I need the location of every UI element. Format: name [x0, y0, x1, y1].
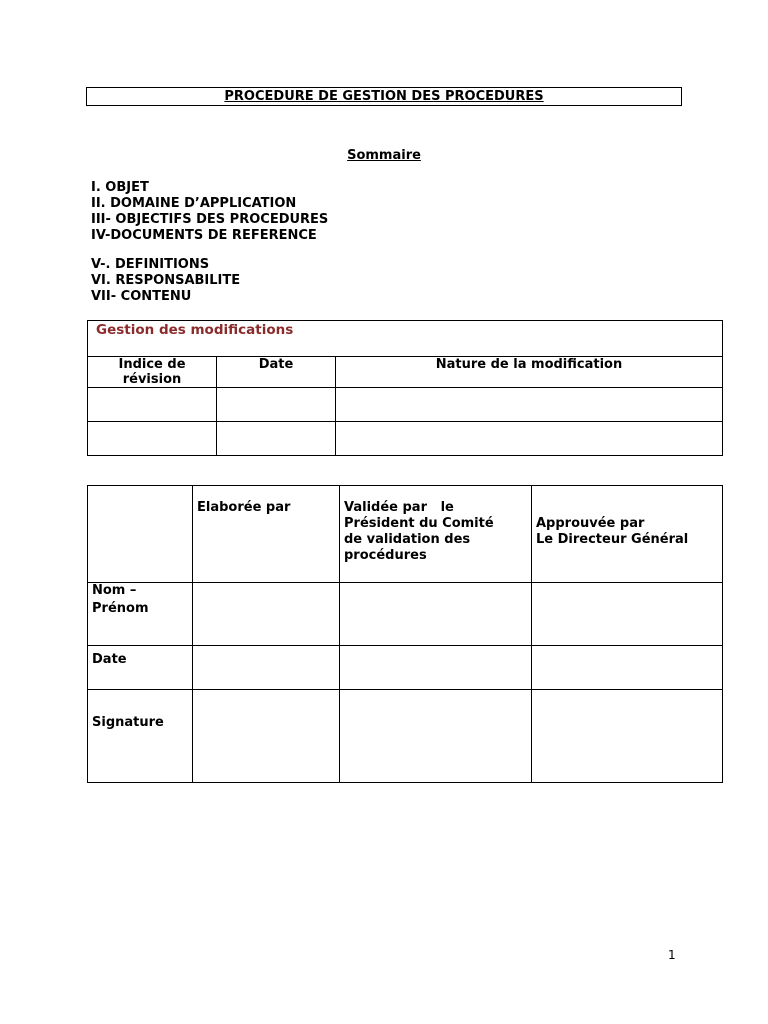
table-row	[88, 646, 723, 690]
table-row	[88, 583, 723, 646]
modifications-heading: Gestion des modifications	[88, 321, 723, 357]
column-header-indice-line2: révision	[122, 372, 182, 387]
table-cell[interactable]	[88, 388, 217, 422]
toc-spacer	[91, 244, 328, 257]
approuvee-line: Le Directeur Général	[536, 532, 689, 547]
table-cell[interactable]	[336, 388, 723, 422]
table-cell[interactable]	[340, 583, 532, 646]
table-cell[interactable]	[532, 646, 723, 690]
column-header-elaboree: Elaborée par	[193, 486, 340, 583]
table-row	[88, 388, 723, 422]
validee-line: Président du Comité	[344, 516, 494, 531]
validee-line: Validée par le	[344, 500, 454, 515]
table-row	[88, 422, 723, 456]
toc-item: IV-DOCUMENTS DE REFERENCE	[91, 228, 317, 243]
column-header-approuvee	[532, 486, 723, 583]
table-cell[interactable]	[88, 422, 217, 456]
table-row	[88, 690, 723, 783]
table-cell[interactable]	[336, 422, 723, 456]
table-of-contents	[91, 180, 328, 305]
document-title: PROCEDURE DE GESTION DES PROCEDURES	[86, 87, 682, 106]
toc-item: V-. DEFINITIONS	[91, 257, 210, 272]
column-header-validee	[340, 486, 532, 583]
table-cell[interactable]	[193, 646, 340, 690]
page-number: 1	[668, 948, 676, 962]
column-header-date: Date	[217, 357, 336, 388]
table-cell[interactable]	[217, 422, 336, 456]
toc-item: II. DOMAINE D’APPLICATION	[91, 196, 297, 211]
table-cell[interactable]	[193, 583, 340, 646]
row-header-signature: Signature	[88, 690, 193, 783]
toc-item: VII- CONTENU	[91, 289, 192, 304]
column-header-indice	[88, 357, 217, 388]
row-header-nom-line2: Prénom	[92, 601, 149, 616]
table-cell[interactable]	[340, 690, 532, 783]
validee-line: de validation des	[344, 532, 471, 547]
table-cell[interactable]	[193, 690, 340, 783]
table-cell	[88, 486, 193, 583]
table-cell[interactable]	[532, 583, 723, 646]
toc-item: I. OBJET	[91, 180, 149, 195]
row-header-nom-line1: Nom –	[92, 583, 137, 598]
signatures-table	[87, 485, 723, 783]
sommaire-heading: Sommaire	[347, 148, 421, 163]
table-cell[interactable]	[340, 646, 532, 690]
table-cell[interactable]	[217, 388, 336, 422]
row-header-date: Date	[88, 646, 193, 690]
row-header-nom	[88, 583, 193, 646]
table-cell[interactable]	[532, 690, 723, 783]
validee-line: procédures	[344, 548, 427, 563]
column-header-nature: Nature de la modification	[336, 357, 723, 388]
toc-item: III- OBJECTIFS DES PROCEDURES	[91, 212, 329, 227]
approuvee-line: Approuvée par	[536, 516, 645, 531]
toc-item: VI. RESPONSABILITE	[91, 273, 241, 288]
column-header-indice-line1: Indice de	[118, 357, 186, 372]
modifications-table	[87, 320, 723, 456]
